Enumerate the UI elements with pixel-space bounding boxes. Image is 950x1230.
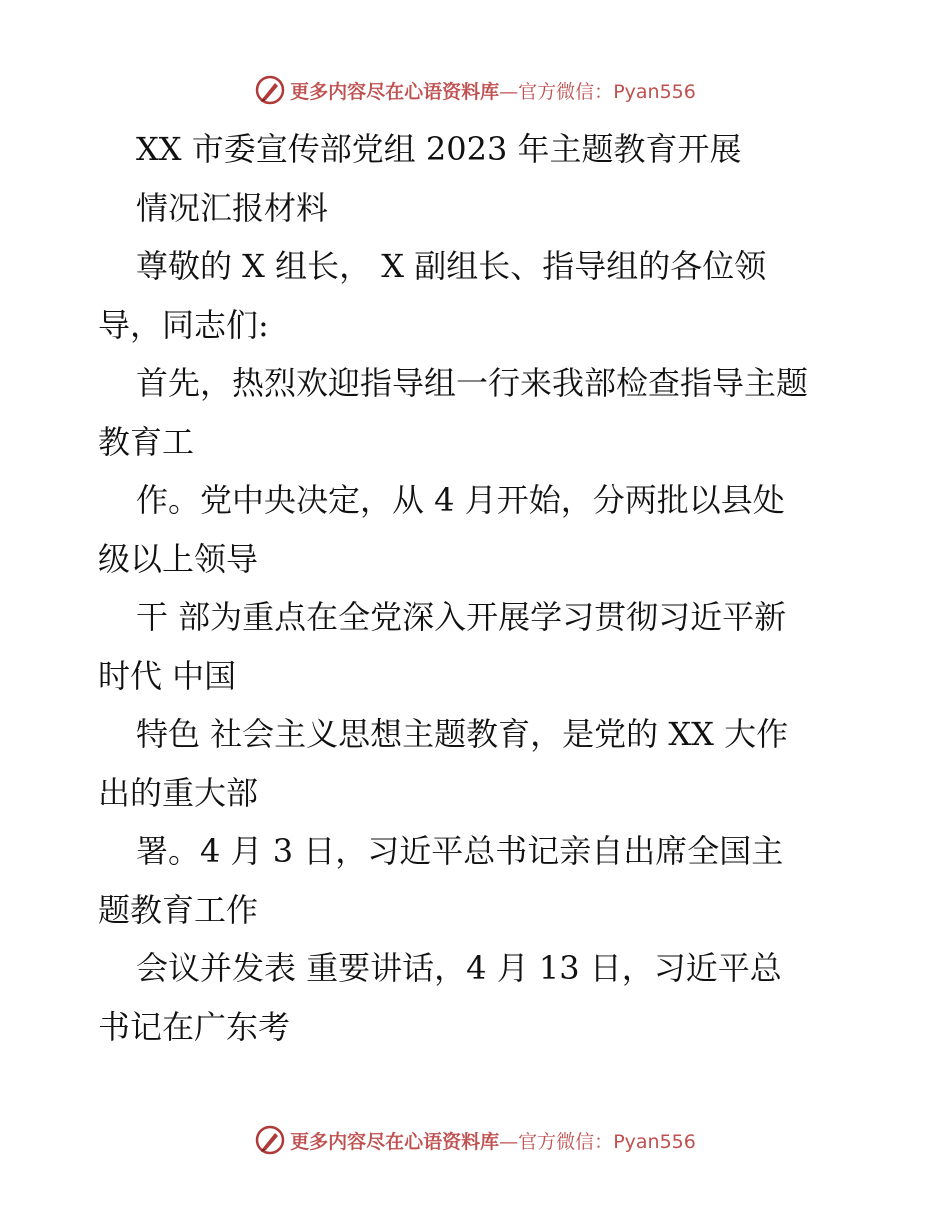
doc-line: 作。党中央决定，从 4 月开始，分两批以县处 xyxy=(136,481,785,519)
doc-line: 出的重大部 xyxy=(98,773,259,812)
doc-line: 题教育工作 xyxy=(98,890,259,929)
doc-line: 特色 社会主义思想主题教育，是党的 XX 大作 xyxy=(136,715,789,753)
doc-line: 书记在广东考 xyxy=(98,1007,291,1046)
doc-line: 署。4 月 3 日，习近平总书记亲自出席全国主 xyxy=(136,832,784,870)
watermark-wechat-label: 官方微信： xyxy=(518,80,614,103)
doc-line: 尊敬的 X 组长， X 副组长、指导组的各位领 xyxy=(136,247,767,285)
doc-line: 会议并发表 重要讲话，4 月 13 日，习近平总 xyxy=(136,949,782,987)
pen-logo-icon xyxy=(254,1124,286,1156)
watermark-footer xyxy=(0,1120,950,1160)
watermark-wechat-id: Pyan556 xyxy=(613,80,696,103)
watermark-wechat-id: Pyan556 xyxy=(613,1130,696,1153)
watermark-separator: — xyxy=(499,80,519,103)
watermark-wechat-label: 官方微信： xyxy=(518,1130,614,1153)
watermark-header xyxy=(0,70,950,110)
doc-line: 导，同志们: xyxy=(98,305,269,344)
doc-line: 首先，热烈欢迎指导组一行来我部检查指导主题 xyxy=(136,364,809,402)
doc-title-line-1: XX 市委宣传部党组 2023 年主题教育开展 xyxy=(136,130,742,168)
doc-title-line-2: 情况汇报材料 xyxy=(136,188,329,227)
pen-logo-icon xyxy=(254,74,286,106)
doc-line: 干 部为重点在全党深入开展学习贯彻习近平新 xyxy=(136,598,787,636)
watermark-text: 更多内容尽在心语资料库 xyxy=(290,1130,500,1153)
watermark-separator: — xyxy=(499,1130,519,1153)
doc-line: 教育工 xyxy=(98,422,195,461)
watermark-text: 更多内容尽在心语资料库 xyxy=(290,80,500,103)
doc-line: 级以上领导 xyxy=(98,539,259,578)
document-body xyxy=(98,120,858,1056)
doc-line: 时代 中国 xyxy=(98,656,237,695)
